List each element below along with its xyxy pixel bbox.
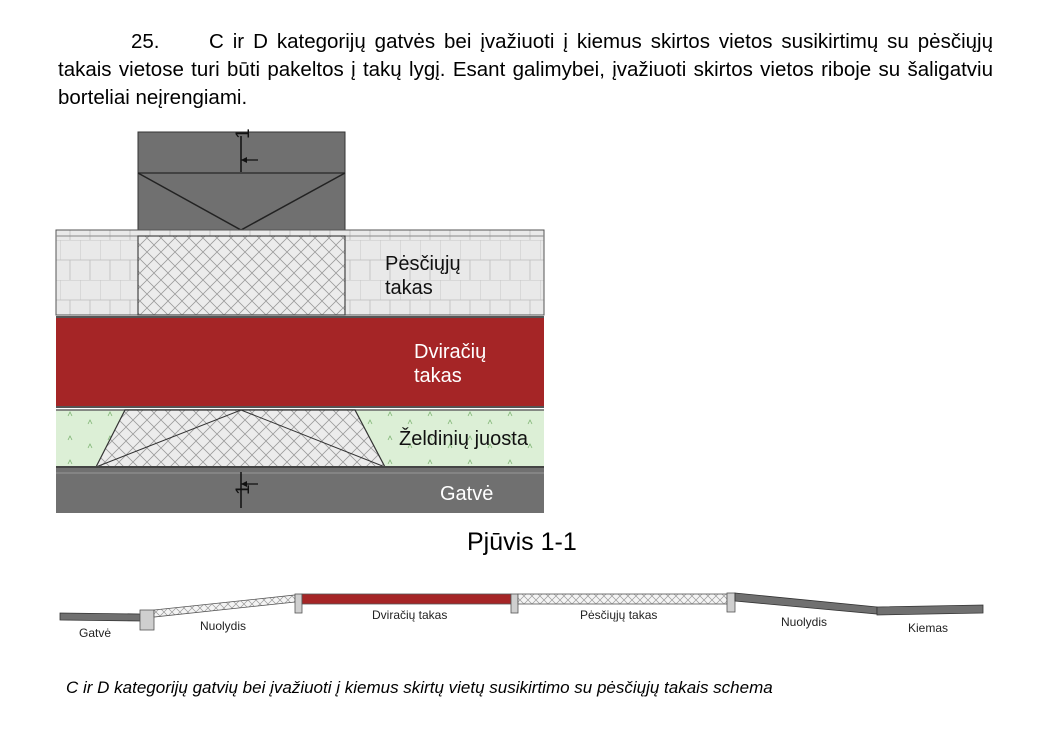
section-label-slope-left: Nuolydis [200, 619, 247, 633]
section-label-pedestrian: Pėsčiųjų takas [580, 608, 658, 622]
green-strip-label: Želdinių juosta [399, 428, 528, 450]
cut-mark-bottom-label: 1 [233, 484, 254, 495]
section-label-street: Gatvė [79, 626, 112, 640]
road-label: Gatvė [440, 483, 494, 505]
section-title: Pjūvis 1-1 [467, 528, 577, 556]
crossing-raised [138, 236, 345, 315]
figure-caption: C ir D kategorijų gatvių bei įvažiuoti į kiemus skirtų vietų susikirtimo su pėsčiųjų takais schema [66, 678, 773, 697]
bike-lane-label: Dviračių takas [414, 341, 487, 387]
section-label-yard: Kiemas [908, 621, 949, 635]
section-label-bike: Dviračių takas [372, 608, 448, 622]
paragraph-number: 25. [131, 30, 160, 53]
section-label-slope-right: Nuolydis [781, 615, 828, 629]
paragraph-text: C ir D kategorijų gatvės bei įvažiuoti į kiemus skirtos vietos susikirtimų su pėsčiųjų takais vietose turi būti pakeltos į takų lygį. Esant galimybei, įvažiuoti skirtos vietos riboje su šaligatviu borteliai neįrengiami. [58, 30, 993, 109]
sidewalk-label: Pėsčiųjų takas [385, 253, 461, 299]
cut-mark-top-label: 1 [233, 128, 254, 139]
green-crossing [96, 410, 385, 467]
cross-section [60, 593, 983, 630]
